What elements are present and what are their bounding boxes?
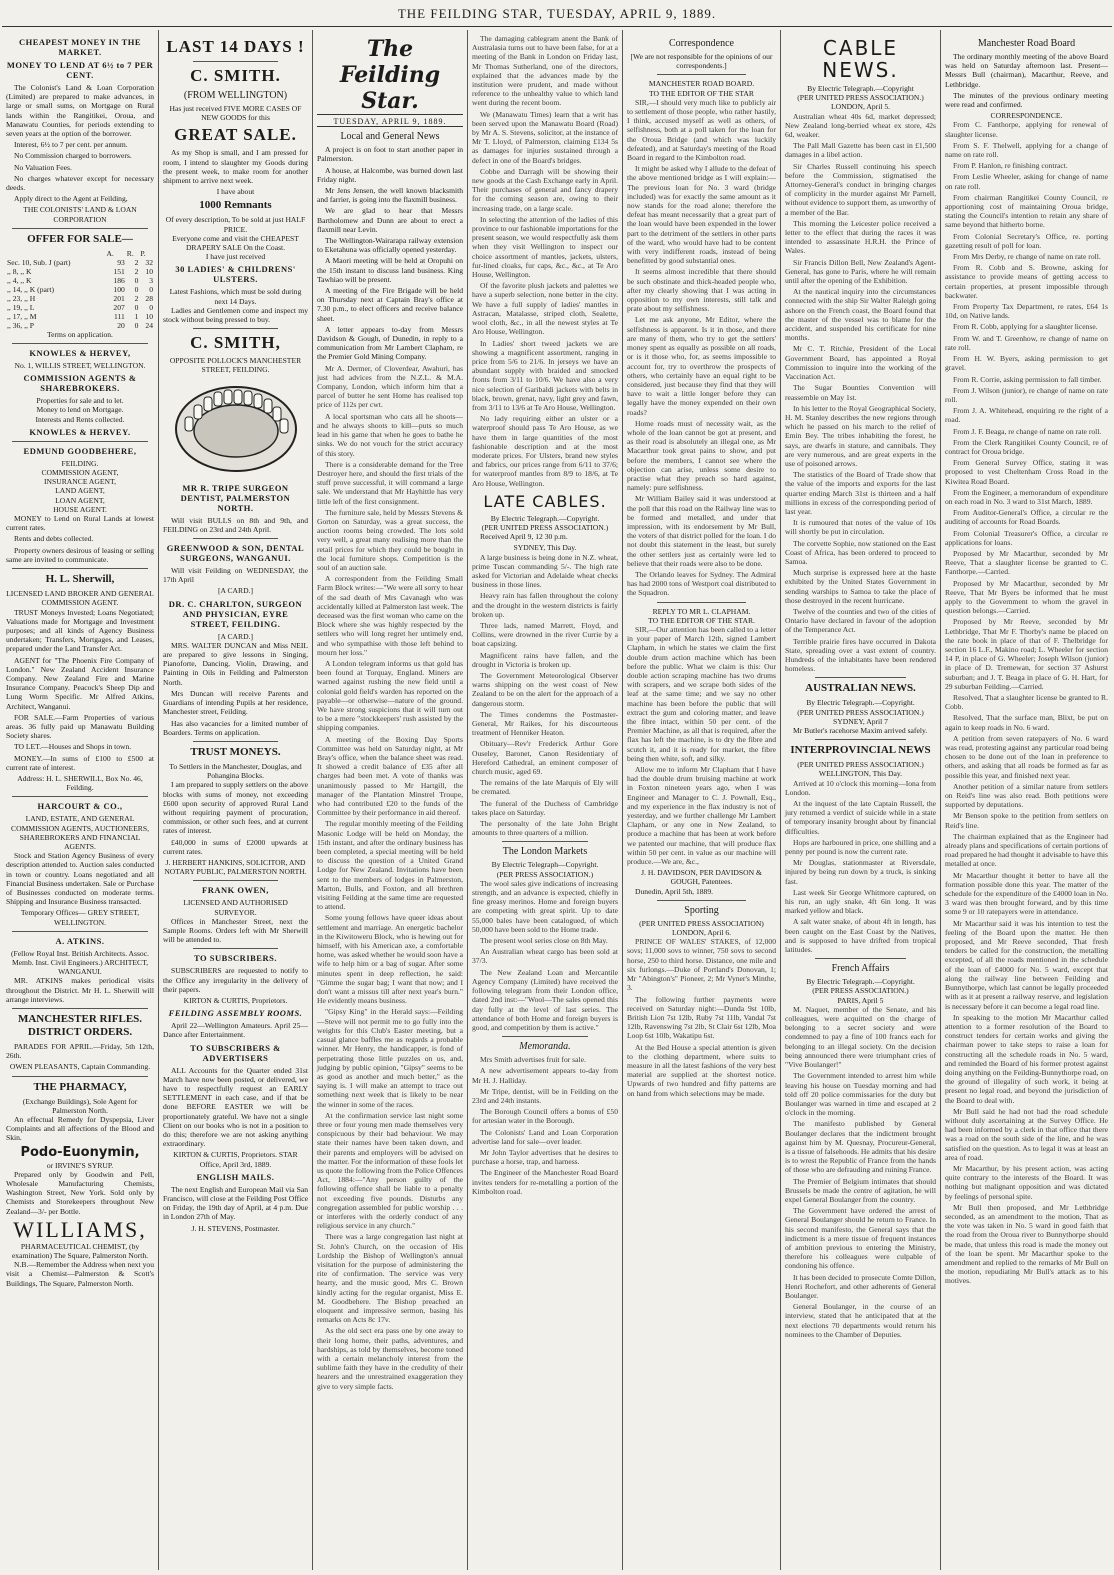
late-cables-received: Received April 9, 12 30 p.m. — [480, 532, 568, 542]
news-item: Mr Jens Jensen, the well known blacksmith and farrier, is going into the flaxmill business. — [317, 186, 463, 205]
harcourt-text: Stock and Station Agency Business of every description attended to. Auction sales conducted in town or country. Loans negotiated and all Financial Business undertaken. Sale or Purchase of Businesses conducted on moderate terms. Shipping and Insurance Business transacted. — [6, 851, 154, 907]
podo-sub: or IRVINE'S SYRUP. — [46, 1160, 114, 1170]
mails-heading: ENGLISH MAILS. — [196, 1171, 275, 1182]
goodbehere-text: Property owners desirous of leasing or selling same are invited to communicate. — [6, 545, 154, 564]
news-item: A meeting of the Fire Brigade will be held on Thursday next at Captain Bray's office at 7.30 p.m., to elect officers and receive balance sheet. — [317, 286, 463, 323]
williams-heading: WILLIAMS, — [13, 1216, 147, 1242]
page-masthead: THE FEILDING STAR, TUESDAY, APRIL 9, 1889. — [397, 6, 717, 21]
australian-news-assoc: (PER UNITED PRESS ASSOCIATION.) — [797, 707, 924, 717]
news-item: A house, at Halcombe, was burned down last Friday night. — [317, 165, 463, 184]
sporting-heading: Sporting — [684, 904, 719, 916]
divider — [193, 61, 278, 62]
masthead-rule — [2, 26, 1112, 27]
mails-sign: J. H. STEVENS, Postmaster. — [191, 1223, 280, 1233]
divider — [193, 880, 278, 881]
smith-sub: (FROM WELLINGTON) — [183, 90, 288, 101]
cable-news-text: Australian wheat 40s 6d, market depressed; New Zealand long-berried wheat ex store, 42s 6d, weaker. The Pall Mall Gazette has been cast in £1,500 damages in a libel action. Sir Charles Russell continuing his speech before the Commission, stigmatised the Attorney-General's conduct in bringing charges of complicity in the murder against Mr Parnell, without evidence to support them, as unworthy of a member of the Bar. This morning the Leicester police received a letter to the effect that during the races it was intended to assassinate H.R.H. the Prince of Wales. Sir Francis Dillon Bell, New Zealand's Agent-General, has gone to Paris, where he will remain until after the opening of the Exhibition. At the nautical inquiry into the circumstances connected with the ship Sir Walter Raleigh going ashore on the French coast, the Board found that the master of the vessel was to blame for the accident, and suspended his certificate for nine months. Mr C. T. Ritchie, President of the Local Government Board, has appointed a Royal Commission to inquire into the working of the Vaccination Act. The Sugar Bounties Convention will reassemble on May 1st. In his letter to the Royal Geographical Society, H. M. Stanley describes the new regions through which he passed on his march to the relief of Emin Bey. The tribes inhabiting the forest, he says, are dwarfs in stature, and cannibals. They are very numerous, and are great experts in the use of poisoned arrows. The statistics of the Board of Trade show that the value of the imports and exports for the last quarter ending March 31st is thirteen and a half millions in excess of the corresponding period of last year. It is rumoured that notes of the value of 10s will shortly be put in circulation. The corvette Sophie, now stationed on the East Coast of Africa, has been ordered to proceed to Samoa. Much surprise is expressed here at the haste exhibited by the United States Government in sending warships to Samoa to take the place of those destroyed in the recent hurricane. Twelve of the counties and two of the cities of Ontario have declared in favour of the adoption of the Temperance Act. Terrible prairie fires have occurred in Dakota State, spreading over a vast extent of country. Hundreds of the inhabitants have been rendered homeless. — [785, 111, 937, 674]
french-affairs-text: M. Naquet, member of the Senate, and his colleagues, were acquitted on the charge of belonging to a secret society and were condemned to pay a fine of 100 francs each for belonging to an illegal society. On the decision being announced there were triumphant cries of "Vive Boulanger!" The Government intended to arrest him while leaving his house on Tuesday morning and had told off 20 police commissaries for the duty but Boulanger was warned in time and escaped at 2 o'clock in the morning. The manifesto published by General Boulanger declares that the indictment brought against him by M. Quesnay, Procureur-General, is a tissue of falsehoods. He admits that his desire is to wrest the Republic of France from the hands of those who are defrauding and ruining France. The Premier of Belgium intimates that should Brussels be made the centre of agitation, he will expel General Boulanger from the country. The Government have ordered the arrest of General Boulanger should he return to France. In his second manifesto, the General says that the indictment is a mere tissue of frequent instances of ambition previous to entering the Ministry, therefore his colleagues were culpable of condoning his offence. It has been decided to prosecute Comte Dillon, Henri Rochefort, and other adherents of General Boulanger. General Boulanger, in the course of an interview, stated that he anticipated that at the next elections 70 departments would return his nominees to the Chamber of Deputies. — [785, 1004, 937, 1339]
cable-news-heading: CABLE NEWS. — [822, 36, 899, 82]
owen-heading: FRANK OWEN, — [202, 885, 269, 896]
knowles-line: Money to lend on Mortgage. — [36, 405, 124, 415]
smith2-sub: OPPOSITE POLLOCK'S MANCHESTER STREET, FEILDING. — [169, 356, 302, 375]
land-table-cell: Sec. 10, Sub. J (part) — [7, 257, 71, 267]
land-table-cell: 32 — [145, 257, 153, 267]
australian-news-heading: AUSTRALIAN NEWS. — [805, 682, 916, 695]
offer-heading: OFFER FOR SALE— — [27, 232, 133, 245]
divider — [657, 900, 746, 901]
land-table-cell: ,, 4, ,, K — [7, 275, 32, 285]
land-table-cell: ,, 8, ,, K — [7, 266, 32, 276]
divider — [815, 677, 906, 678]
land-table-row — [6, 285, 154, 294]
duncan-text: MRS. WALTER DUNCAN and Miss NEIL are prepared to give lessons in Singing, Pianoforte, Dancing, Violin, Drawing, and Painting in Oils in Feilding and Palmerston North. — [163, 640, 308, 687]
harcourt-offices: Temporary Offices— GREY STREET, WELLINGTON. — [20, 908, 140, 927]
last14-heading: LAST 14 DAYS ! — [166, 37, 305, 56]
memoranda-text: Mrs Smith advertises fruit for sale. A new advertisement appears to-day from Mr H. J. Halliday. Mr Tripe, dentist, will be in Feilding on the 23rd and 24th instants. The Borough Council offers a bonus of £50 for artesian water in the Borough. The Colonists' Land and Loan Corporation advertise land for sale—over leader. Mr John Taylor advertises that he desires to purchase a horse, trap, and harness. The Engineer of the Manchester Road Board invites tenders for re-metalling a portion of the Kimbolton road. — [472, 1055, 618, 1196]
land-table-cell: 201 — [113, 293, 125, 303]
smith-text: Ladies and Gentlemen come and inspect my stock without being pressed to buy. — [163, 305, 308, 325]
sherwill-text: MONEY.—In sums of £100 to £500 at current rate of interest. — [6, 753, 154, 772]
land-table-cell: 28 — [145, 293, 153, 303]
divider — [502, 1036, 588, 1037]
duncan-text: Has also vacancies for a limited number of Boarders. Terms on application. — [163, 718, 308, 737]
advertisers-text: ALL Accounts for the Quarter ended 31st March have now been posted, or delivered, we have to respectfully request an EARLY SETTLEMENT in each case, and if that be done BEFORE EASTER we will be proportionately grateful. We have not a single Client on our books who is not in a position to do this; therefore we are not asking anything extraordinary. — [163, 1065, 308, 1149]
smith-heading: C. SMITH. — [190, 66, 281, 85]
late-cables-assoc: (PER UNITED PRESS ASSOCIATION.) — [481, 522, 609, 532]
williams-sub: PHARMACEUTICAL CHEMIST, (by examination) The Square, Palmerston North. — [11, 1241, 149, 1261]
column-2 — [158, 30, 312, 1570]
london-markets-text: The wool sales give indications of increasing strength, and an advance is expected, chiefly in fine greasy merinos. Home and foreign buyers are competing with great spirit. Up to date 55,000 bales have been catalogued, of which 50,000 have been sold to the Home trade. The present wool series close on 8th May. An Australian wheat cargo has been sold at 37/3. The New Zealand Loan and Mercantile Agency Company (Limited) have received the following telegram from their London office, dated 2nd inst:—"Wool—The sales opened this day fully at the level of last series. The attendance of both Home and foreign buyers is good, and competition by them is active." — [472, 878, 618, 1032]
goodbehere-heading: EDMUND GOODBEHERE, — [23, 445, 137, 456]
smith-text: As my Shop is small, and I am pressed for room, I intend to slaughter my Goods during the present week, to make room for another shipment to arrive next week. — [163, 148, 308, 186]
atkins-heading: A. ATKINS. — [55, 935, 105, 946]
land-sections-table — [6, 249, 154, 330]
smith-text: Of every description, To be sold at just HALF PRICE. — [165, 215, 306, 234]
podo-heading: Podo-Euonymin, — [20, 1144, 140, 1160]
column-4 — [467, 30, 622, 1570]
land-table-cell: ,, 36, ,, P — [7, 320, 35, 330]
advertisers-heading: TO SUBSCRIBERS & ADVERTISERS — [190, 1042, 281, 1063]
divider — [193, 538, 278, 539]
goodbehere-role: LOAN AGENT, — [55, 495, 105, 505]
news-item: A Maori meeting will be held at Oropuhi on the 15th instant to discuss land business. King Tawhiao will be present. — [317, 256, 463, 284]
smith-text: Latest Fashions, which must be sold during next 14 Days. — [169, 287, 302, 306]
sherwill-text: AGENT for "The Phoenix Fire Company of London." New Zealand Accident Insurance Company. New Zealand Fire and Marine Insurance Company. Peacock's Sheep Dip and Lung Worm Specific. Mr Alfred Atkins, Architect, Wanganui. — [6, 655, 154, 711]
sherwill-text: TRUST Moneys Invested; Loans Negotiated; Valuations made for Mortgage and Investment purposes; and all kinds of Agency Business undertaken; Transfers, Mortgages, and Leases, prepared under the Land Transfer Act. — [6, 607, 154, 654]
land-table-cell: 0 — [134, 302, 139, 312]
land-table-cell: 0 — [134, 284, 139, 294]
divider — [815, 739, 906, 740]
interprovincial-assoc: (PER UNITED PRESS ASSOCIATION.) — [797, 760, 924, 770]
divider — [12, 796, 148, 797]
sherwill-text: FOR SALE.—Farm Properties of various areas. 36 fully paid up Manawatu Building Society shares. — [6, 712, 154, 741]
hankins-sign: J. HERBERT HANKINS, SOLICITOR, AND NOTARY PUBLIC, PALMERSTON NORTH. — [164, 857, 307, 877]
assembly-heading: FEILDING ASSEMBLY ROOMS. — [168, 1008, 303, 1019]
land-table-cell: 100 — [113, 284, 125, 294]
correspondence-subject: MANCHESTER ROAD BOARD. — [648, 79, 755, 89]
road-board-text: The ordinary monthly meeting of the above Board was held on Saturday afternoon last. Present—Messrs Bull (chairman), Macarthur, Reeve, and Lethbridge. — [945, 52, 1108, 89]
sherwill-address: Address: H. L. SHERWILL, Box No. 46, Feilding. — [17, 773, 143, 793]
owen-sub: LICENSED AND AUTHORISED SURVEYOR. — [183, 898, 288, 917]
goodbehere-place: FEILDING. — [61, 458, 99, 468]
news-item: We are glad to hear that Messrs Bartholomew and Dunn are about to erect a flaxmill near Levin. — [317, 206, 463, 234]
news-body-text: Mr A. Dermer, of Cloverdear, Awahuri, has just had advices from the N.Z.L. & M.A. Company, London, which inform him that a parcel of butter he sent Home has realised top price of 112s per cwt. A local sportsman who cats all he shoots—and he always shoots to kill—puts so much lead in his game that when he goes to bathe he sinks. We do not vouch for the strict accuracy of this story. There is a considerable demand for the Tree Destroyer here, and should the first trials of the stuff prove successful, it will command a large sale. We understand that Mr Hayhittle has very little left of the first consignment. The furniture sale, held by Messrs Stevens & Gorton on Saturday, was a great success, the auction rooms being crowded. The lots sold very well, a great many realising more than the retail prices for which they could be bought in the local furniture shops. Competition is the soul of an auction sale. A correspondent from the Feilding Small Farm Block writes:—"We were all sorry to hear of the sad death of Mrs Cavanagh who was accidentally killed at Palmerston last week. The deceased was the first woman who came on the Block where she was highly respected by the settlers who will long regret her untimely end, and who sympathise with those left behind to mourn her loss." A London telegram informs us that gold has been found at Torquay, England. Miners are warned against rushing the new field until a colonial gold field's warden has reported on the payable—or otherwise—nature of the ground. We have strong suspicions that it will turn out to be a mere "stockkeepers' rush assisted by the shipping companies. A meeting of the Boxing Day Sports Committee was held on Saturday night, at Mr Bray's office, when the balance sheet was read. It showed a credit balance of £35 after all charges had been met. A vote of thanks was unanimously passed to Mr Hartgill, the manager of the Plantation Minstrel Troupe, who had contributed £20 to the funds of the Committee by their performance in aid thereof. The regular monthly meeting of the Feilding Masonic Lodge will be held on Monday, the 15th instant, and after the ordinary business has been completed, a special meeting will be held to discuss the question of a United Grand Lodge for New Zealand. Invitations have been sent to the members of lodges in Palmerston, Marton, Bulls, and Foxton, and all brethren visiting Feilding at the same time are requested to attend. Some young fellows have queer ideas about settlement and marriage. An energetic bachelor in the Kiwitoweru Block, who is hewing out for himself, with his American axe, a comfortable home, was asked whether he would soon have a wife to help him or a bag of sugar. After some minutes spent in deep reflection, he said: "Gimme the sugar bag; I want that now; and I don't want a missus till after next year's burn." He evidently means business. "Gipsy King" in the Herald says:—Feilding—Steve will not permit me to go fully into the weights for this Club's Easter meeting, but a casual glance baffles me as regards a probable winner. Mr Henry, the handicapper, is fond of perpetrating those little puzzles on us, and, judging by public opinion, "Gipsy" seems to be as good as another and much better," as the saying is. I will make an attempt to trace out something next week that is likely to be near the winner in some of the races. At the confirmation service last night some three or four young men made themselves very conspicuous by their bad behaviour. We may state their names have been taken down, and their parents and employers will be advised on the matter. For the information of these fools let us quote the following from the Police Offences Act, 1884:—"Any person guilty of the following offence shall be liable to a penalty not exceeding five pounds. Disturbs any congregation assembled for public worship . . . or interferes with the orderly conduct of any religious service in any church." There was a large congregation last night at St. John's Church, on the occasion of His Lordship the Bishop of Wellington's annual visitation for the purpose of administering the rite of confirmation. The service was very hearty, and the music good, Mrs C. Brown kindly acting for the regular organist, Miss E. M. Goodbehere. The Bishop preached an eloquent and impressive sermon, basing his remarks on Acts 8c 17v. As the old sect era pass one by one away to their long home, their paths, adventures, and hardships, as told by themselves, become toned with a certain melancholy interest from the sublime faith they have in the credulity of their hearers and the unrestrained exaggeration they give to very simple facts. — [317, 363, 464, 1391]
land-table-cell: 2 — [134, 257, 139, 267]
colonists-apply: Apply direct to the Agent at Feilding, — [14, 194, 128, 204]
land-table-cell: 3 — [149, 275, 153, 285]
williams-text: N.B.—Remember the Address when next you visit a Chemist—Palmerston & Scott's Buildings, The Square, Palmerston North. — [6, 1260, 154, 1288]
header-cell: R. — [126, 248, 134, 258]
australian-news-text: Mr Butler's racehorse Maxim arrived safely. — [793, 726, 928, 735]
goodbehere-role: HOUSE AGENT. — [53, 504, 107, 514]
colonists-sign: THE COLONISTS' LAND & LOAN CORPORATION — [23, 205, 137, 224]
sherwill-heading: H. L. Sherwill, — [45, 573, 115, 586]
rifles-sign: OWEN PLEASANTS, Captain Commanding. — [9, 1062, 151, 1072]
trust-text: £40,000 in sums of £2000 upwards at current rates. — [163, 837, 308, 856]
column-6 — [780, 30, 940, 1570]
subscribers-sign: KIRTON & CURTIS, Proprietors. — [183, 995, 288, 1005]
french-affairs-location: PARIS, April 5 — [837, 995, 884, 1005]
memoranda-heading: Memoranda. — [519, 1041, 571, 1053]
cable-news-location: LONDON, April 5. — [830, 102, 891, 112]
greenwood-heading: GREENWOOD & SON, DENTAL SURGEONS, WANGANUI. — [166, 543, 305, 564]
interprovincial-text: Arrived at 10 o'clock this morning—Iona from London. At the inquest of the late Captain Russell, the jury returned a verdict of suicide while in a state of temporary insanity brought about by financial difficulties. Hops are harboured in price, one shilling and a penny per pound is now the current rate. Mr Douglas, stationmaster at Riversdale, injured by being run down by a truck, is sinking fast. Last week Sir George Whitmore captured, on his run, an ugly snake, 4ft 6in long. It was marked yellow and black. A salt water snake, of about 4ft in length, has been caught on the East Coast by the Natives, and is supposed to have drifted from tropical latitudes. — [785, 778, 936, 955]
correspondence-text: SIR,—I should very much like to publicly air to settlement of those people, who rather hastily, I think, accused myself as well as others, of selfishness, both at a poll taken for the loan for the Oroua Bridge (and which was luckily defeated), and at Saturday's meeting of the Road Board in regard to the Kimbolton road. It might be asked why I allude to the defeat of the above mentioned bridge as I will explain:—The previous loan for No. 3 ward (bridge included) was for exactly the same amount as it now stands for the road alone; therefore the defeat has meant necessarily that a great part of the loan would have been expended in the lower part to the detriment of the settlers in other parts of the ward, who would have had to be content with very indifferent roads, instead of being benefitted by good substantial ones. It seems almost incredible that there should be such obstinate and thick-headed people who, after my clearly showing that I was acting in opposition to my own interests, still talk and prate about my selfishness. Let me ask anyone, Mr Editor, where the selfishness is apparent. Is it in those, and there are many of them, who try to get the settlers' money spent as equally as possible on all roads, or is it those who, for, as seems impossible to account for, try to overthrow the prospects of others, who certainly have an equal right to be considered, just because they find that they will have to wait a little longer before they can legally have the money expended on their own roads? Home roads must of necessity wait, as the whole of the loan cannot be got at present, and as their road is absolutely an illegal one, as Mr Macarthur took great pains to show, and put before the members, I cannot see where the objection can arise, unless some desire to practise what they preach so hard against, namely: pure selfishness. Mr William Bailey said it was understood at the poll that this road on the Railway line was to be formed and metalled, and under that impression, with its endorsement by Mr Bull, the voters of that district polled for the loan. I do not doubt this statement in the least, but surely the other settlers just as certainly were led to believe that their roads were also to be done. The Orlando leaves for Sydney. The Admiral has had 2000 tons of Westport coal distributed to the Squadron. — [627, 97, 776, 598]
mails-text: The next English and European Mail via San Francisco, will close at the Feilding Post Office on Friday, the 19th day of April, at 4 p.m. Due in London 27th of May. — [163, 1184, 308, 1222]
land-table-cell: 20 — [117, 320, 125, 330]
london-markets-assoc: (PER PRESS ASSOCIATION.) — [496, 869, 594, 879]
divider — [12, 228, 148, 229]
sporting-text: PRINCE OF WALES' STAKES, of 12,000 sovs; 11,000 sovs to winner, 750 sovs to second horse, 250 to third horse. Distance, one mile and six furlongs.—Duke of Portland's Donovan, 1; Mr "Abington's" Pioneer, 2; Mr Vyner's Minthe, 3. The following further payments were received on Saturday night:—Dunda 9st 10lb, British Lion 7st 12lb, Ruby 7st 11lb, Vandal 7st 12lb, Ravenswing 7st 2lb, St Clair 6st 12lb, Moa Loop 6st 10lb, Wakatipu 6st. At the Bed House a special attention is given to the clothing department, where suits to measure in all the latest fashions of the very best material are supplied at the shortest notice. Upwards of two hundred and fifty patterns are on hand from which selections may be made. — [627, 937, 776, 1098]
goodbehere-role: COMMISSION AGENT, — [41, 468, 119, 478]
subscribers-text: SUBSCRIBERS are requested to notify to the Office any irregularity in the delivery of their papers. — [163, 966, 308, 994]
land-table-cell: 2 — [134, 266, 139, 276]
road-board-correspondence: CORRESPONDENCE. — [990, 111, 1063, 121]
reply-heading: REPLY TO MR L. CLAPHAM. — [652, 606, 751, 616]
pharmacy-heading: THE PHARMACY, — [33, 1080, 127, 1093]
interprovincial-heading: INTERPROVINCIAL NEWS — [790, 744, 931, 757]
harcourt-sub: LAND, ESTATE, AND GENERAL COMMISSION AGENTS, AUCTIONEERS, SHAREBROKERS AND FINANCIAL AGENTS. — [11, 814, 149, 851]
colonists-charges: No charges whatever except for necessary deeds. — [6, 173, 154, 193]
goodbehere-text: MONEY to Lend on Rural Lands at lowest current rates. — [6, 514, 154, 533]
reply-sign: J. H. DAVIDSON, PER DAVIDSON & GOUGH, Patentees. — [641, 868, 762, 887]
owen-text: Offices in Manchester Street, next the Sample Rooms. Orders left with Mr Sherwill will be attended to. — [163, 916, 308, 945]
land-table-cell: ,, 23, ,, H — [7, 293, 36, 303]
smith-text: Has just received FIVE MORE CASES OF NEW GOODS for this — [169, 104, 302, 123]
paper-title: The Feilding Star. — [317, 36, 463, 115]
podo-text: Prepared only by Goodwin and Pell, Wholesale Manufacturing Chemists, Washington Street, New York. Sold only by Chemists and Storekeepers throughout New Zealand—3/- per Bottle. — [6, 1169, 154, 1216]
late-cables-heading: LATE CABLES. — [483, 491, 607, 511]
colonists-fees: No Valuation Fees. — [14, 162, 72, 172]
smith-text: Everyone come and visit the CHEAPEST DRAPERY SALE On the Coast. — [172, 233, 299, 253]
ulsters-heading: 30 LADIES' & CHILDRENS' ULSTERS. — [175, 264, 296, 285]
header-cell — [6, 249, 105, 258]
header-cell: A. — [106, 248, 114, 258]
atkins-text: MR. ATKINS makes periodical visits throughout the District. Mr H. L. Sherwill will arrange interviews. — [6, 976, 154, 1004]
land-table-row — [6, 267, 154, 276]
road-board-heading: Manchester Road Board — [977, 38, 1076, 49]
late-cables-byline: By Electric Telegraph.—Copyright. — [490, 513, 600, 523]
land-table-row — [6, 276, 154, 285]
cable-news-byline: By Electric Telegraph.—Copyright — [807, 84, 914, 93]
land-table-row — [6, 303, 154, 312]
land-table-cell: 207 — [113, 302, 125, 312]
divider — [12, 931, 148, 932]
knowles-footer: KNOWLES & HERVEY. — [29, 426, 131, 437]
land-table-header — [6, 249, 154, 258]
sherwill-text: TO LET.—Houses and Shops in town. — [14, 742, 132, 752]
land-table-cell: 93 — [117, 257, 125, 267]
correspondence-to: TO THE EDITOR OF THE STAR — [649, 88, 754, 98]
column-1 — [2, 30, 158, 1570]
divider — [193, 328, 278, 329]
land-table-row — [6, 312, 154, 321]
rifles-text: PARADES FOR APRIL.—Friday, 5th 12th, 26th. — [6, 1042, 154, 1061]
land-table-cell: 24 — [145, 320, 153, 330]
smith-text: I have just received — [205, 252, 266, 262]
land-table-cell: ,, 17, ,, M — [7, 311, 37, 321]
australian-news-byline: By Electric Telegraph.—Copyright. — [806, 698, 915, 708]
french-affairs-assoc: (PER PRESS ASSOCIATION.) — [812, 986, 909, 996]
land-table-cell: 10 — [145, 311, 153, 321]
divider — [12, 1076, 148, 1077]
subscribers-heading: TO SUBSCRIBERS. — [194, 953, 277, 964]
divider — [657, 74, 746, 75]
goodbehere-role: INSURANCE AGENT, — [44, 477, 116, 487]
atkins-sub: (Fellow Royal Inst. British Architects. Assoc. Memb. Inst. Civil Engineers.) ARCHITECT, WANGANUI. — [11, 948, 149, 977]
london-markets-heading: The London Markets — [502, 846, 588, 858]
divider — [193, 948, 278, 949]
news-item: The Wellington-Wairarapa railway extension to Eketahuna was officially opened yesterday. — [317, 236, 463, 255]
colonists-commission: No Commission charged to borrowers. — [14, 151, 132, 161]
duncan-text: Mrs Duncan will receive Parents and Guardians of intending Pupils at her residence, Manchester street, Feilding. — [163, 688, 308, 717]
news-item: A project is on foot to start another paper in Palmerston. — [317, 145, 463, 164]
road-board-minutes: From C. Fanthorpe, applying for renewal of slaughter license. From S. F. Thelwell, applying for a change of name on rate roll. From P. Hanlon, re finishing contract. From Leslie Wheeler, asking for change of name on rate roll. From chairman Rangitikei County Council, re apportioning cost of maintaining Oroua bridge, stating the Council's intention to retain any share of same beyond that hitherto borne. From Colonial Secretary's Office, re. porting gazetting result of poll for loan. From Mrs Derby, re change of name on rate roll. From R. Cobb and S. Browne, asking for assistance to provide means of getting access to certain properties, at present impossible through backwater. From Property Tax Department, re rates, £64 1s 10d, on Native lands. From R. Cobb, applying for a slaughter license. From W. and T. Greenhow, re change of name on rate roll. From H. W. Byers, asking permission to get gravel. From R. Corrie, asking permission to fall timber. From J. Wilson (junior), re change of name on rate roll. From J. A. Whitehead, enquiring re the right of a road. From J. F. Beaga, re change of name on rate roll. From the Clerk Rangitikei County Council, re of contract for Oroua bridge. From General Survey Office, stating it was proposed to vest Cheltenham Cross Road in the Kiwitea Road Board. From the Engineer, a memorandum of expenditure on each road in No. 3 ward to 31st March, 1889. From Auditor-General's Office, a circular re the auditing of accounts for Road Boards. From Colonial Treasurer's Office, a circular re applications for loans. Proposed by Mr Macarthur, seconded by Mr Reeve, That a slaughter license be granted to C. Fanthorpe.—Carried. Proposed by Mr Macarthur, seconded by Mr Reeve, That Mr Byers be informed that he must apply to the Government to whom the gravel in question belongs.—Carried. Proposed by Mr Reeve, seconded by Mr Lethbridge, That Mr F. Thorby's name be placed on the rate book in place of that of F. Thelbridge for section 16 L.F., Makino road; L. Wheeler for section 14 P, in place of G. Wheeler; Joseph Wilson (junior) in place of D. Tremewan, for section 37 Ashurst suburban; and J. T. Beaga in place of G. H. Hart, for 29 suburban Feilding.—Carried. Resolved, That a slaughter license be granted to R. Cobb. Resolved, That the surface man, Blixt, be put on again to keep roads in No. 6 ward. A petition from seven ratepayers of No. 6 ward was read, protesting against any particular road being chosen to be done out of the loan in preference to others, and asking that all roads be formed as far as possible this year, and finished next year. Another petition of a similar nature from settlers on Reid's line was also read. Both petitions were supported by deputations. Mr Benson spoke to the petition from settlers on Reid's line. The chairman explained that as the Engineer had already plans and specifications of certain portions of road prepared he had thought it advisable to have this metalled at once. Mr Macarthur thought it better to have all the formation possible done this year. The matter of the schedule for the expenditure of the £4000 loan in No. 3 ward was then brought forward, and by this time some 9 or 10 ratepayers were in attendance. Mr Macarthur said it was his intention to test the feeling of the Board upon the matter. He then proposed, and Mr Reeve seconded, That fresh tenders be called for the construction, the metalling excepted, of all the roads mentioned in the schedule of the loan of £4000 for No. 5 ward, except that along the railway line between Feilding and Bunnythorpe, which last cannot be legally proceeded with as it at present a railway reserve, and legislation is necessary before it can become a legal road line. In speaking to the motion Mr Macarthur called attention to a former resolution of the Board to construct tenders for certain works and giving the chairman power to take steps to raise a loan for constructing all the schedule roads in No. 5 ward, and reminded the Board of his former protest against doing anything on the Feilding-Bunnythorpe road, on the ground of illegality of such work, it being at present no legal road, and beyond the jurisdiction of the Board to deal with. Mr Bull said he had not had the road schedule without duly ascertaining at the Survey Office. He had been informed by a clerk in that office that there was a road on the south side of the line, and he was satisfied on the question. As to legal it was at least an area of road. Mr Macarthur, by his present action, was acting quite contrary to the interests of the Board. It was nothing but malignant opposition and was dictated by feelings of personal spite. Mr Bull then proposed, and Mr Lethbridge seconded, as an amendment to the motion, That as the vote was taken in No. 5 ward in good faith that the road from the Oroua river to Bunnythorpe should be made, that unless this road is made the money out of the loan be spent. Mr Macarthur spoke to the amendment and replied to the remarks of Mr Bull on the motion, repudiating Mr Bull's attack as to his motives. — [945, 120, 1108, 1286]
trust-text: To Settlers in the Manchester, Douglas, and Pohangina Blocks. — [169, 761, 302, 781]
land-table-cell: 0 — [149, 284, 153, 294]
divider — [657, 602, 746, 603]
divider — [12, 343, 148, 344]
column-3 — [312, 30, 467, 1570]
correspondence-note: [We are not responsible for the opinions of our correspondents.] — [630, 52, 773, 71]
cable-news-assoc: (PER UNITED PRESS ASSOCIATION.) — [797, 93, 924, 103]
tripe-heading: MR R. TRIPE SURGEON DENTIST, PALMERSTON NORTH. — [180, 482, 291, 513]
land-table-cell: 0 — [134, 275, 139, 285]
divider — [12, 1008, 148, 1009]
land-table-cell: ,, 14, ,, K (part) — [7, 284, 55, 294]
colonists-rate: MONEY TO LEND AT 6½ to 7 PER CENT. — [6, 60, 154, 80]
correspondence-heading: Correspondence — [669, 38, 734, 49]
french-affairs-heading: French Affairs — [831, 963, 890, 975]
land-table-cell: 10 — [145, 266, 153, 276]
land-table-cell: 0 — [149, 302, 153, 312]
remnants-heading: 1000 Remnants — [199, 199, 272, 212]
australian-news-location: SYDNEY, April 7 — [833, 716, 888, 726]
knowles-heading: KNOWLES & HERVEY, — [29, 348, 131, 359]
local-news-heading: Local and General News — [340, 131, 440, 143]
harcourt-heading: HARCOURT & CO., — [37, 801, 123, 812]
land-table-cell: 0 — [134, 320, 139, 330]
land-table-cell: ,, 19, ,, L — [7, 302, 35, 312]
header-cell: P. — [140, 248, 146, 258]
charlton-heading: DR. C. CHARLTON, SURGEON AND PHYSICIAN, EYRE STREET, FEILDING. — [168, 598, 303, 629]
smith2-heading: C. SMITH, — [190, 333, 281, 353]
knowles-line: Properties for sale and to let. — [36, 396, 124, 406]
land-table-cell: 111 — [113, 311, 125, 321]
sherwill-sub: LICENSED LAND BROKER AND GENERAL COMMISSION AGENT. — [6, 589, 154, 608]
colonists-text: The Colonist's Land & Loan Corporation (Limited) are prepared to make advances, in large or small sums, on Mortgage on Rural lands within the Rangitikei, Oroua, and Manawatu Counties, for periods extending to seven years at the option of the borrower. — [6, 83, 154, 139]
news-body-text: The damaging cablegram anent the Bank of Australasia turns out to have been false, for at a meeting of the Bank in London on Friday last, Mr Thomas Sutherland, one of the directors, explained that the advances made by the institution were prudent, and made without reference to the unhealthy value to which land went during the recent boom. We (Manawatu Times) learn that a writ has been served upon the Manawatu Board (Road) by Mr A. S. Stevens, solicitor, at the instance of Mr T. Lloyd, of Palmerston, claiming £134 5s as damages for injuries sustained through a defect in one of the Board's bridges. Cobbe and Darragh will be showing their new goods at the Cash Exchange early in April. Their purchases of general and fancy drapery for the coming season are, owing to their increasing trade, on a large scale. In selecting the attention of the ladies of this province to our fashionable importations for the present season, we would respectfully ask them when they visit Wellington to inspect our choice assortment of mantles, jackets, ulsters, fur-lined cloaks, fur caps, &c., &c., at Te Aro House, Wellington. Of the favorite plush jackets and palettes we have a superb selection, none better in the city. We have a full supply of ladies' mantles in Astracan, Matalasse, striped cloth, Sealette, wool cloth, &c., in all the newest styles at Te Aro House, Wellington. In Ladies' short tweed jackets we are showing a magnificent assortment, ranging in price from 5/6 to 21/6. In jerseys we have an abundant supply with braided and smocked fronts from 3/11 to 10/6. We have also a very nice selection of Garibaldi jackets with belts in black, brown, grenat, navy, light grey and fawn, from 3/11 to 13/6 at Te Aro House, Wellington. No lady requiring either an ulster or a waterproof should pass Te Aro House, as we have them in large quantities of the most fashionable description and at the most moderate prices. For Ulsters, brand new styles and fabrics, our prices range from 6/11 to 37/6; for waterproof mantles from 8/9 to 18/6, at Te Aro House, Wellington. — [472, 34, 618, 488]
land-table-row — [6, 294, 154, 303]
land-table-cell: 151 — [113, 266, 125, 276]
road-board-text: The minutes of the previous ordinary meeting were read and confirmed. — [945, 90, 1108, 110]
divider — [193, 741, 278, 742]
divider — [12, 568, 148, 569]
sporting-location: LONDON, April 6. — [671, 928, 732, 938]
goodbehere-text: Rents and debts collected. — [14, 534, 94, 544]
divider — [502, 841, 588, 842]
paper-dateline: TUESDAY, APRIL 9, 1889. — [317, 117, 463, 127]
knowles-line: Interests and Rents collected. — [35, 414, 125, 424]
knowles-commission: COMMISSION AGENTS & SHAREBROKERS. — [23, 373, 137, 394]
tripe-text: Will visit BULLS on 8th and 9th, and FEILDING on 23rd and 24th April. — [163, 515, 308, 534]
sporting-assoc: (PER UNITED PRESS ASSOCIATION) — [639, 918, 764, 928]
reply-to-editor: TO THE EDITOR OF THE STAR. — [648, 615, 755, 625]
divider — [12, 441, 148, 442]
greenwood-text: Will visit Feilding on WEDNESDAY, the 17th April — [163, 566, 308, 585]
trust-text: I am prepared to supply settlers on the above blocks with sums of money, not exceeding £600 upon security of approved Rural Land without requiring payment of procuration, commission, or other such fees, and at current rates of interest. — [163, 780, 308, 836]
knowles-address: No. 1, WILLIS STREET, WELLINGTON. — [14, 361, 146, 371]
goodbehere-role: LAND AGENT, — [55, 486, 105, 496]
assembly-text: April 22—Wellington Amateurs. April 25—Dance after Entertainment. — [163, 1021, 308, 1040]
land-table-cell: 2 — [134, 293, 139, 303]
advertisers-sign: KIRTON & CURTIS, Proprietors. STAR Office, April 3rd, 1889. — [173, 1150, 298, 1169]
late-cables-location: SYDNEY, This Day. — [513, 543, 577, 553]
pharmacy-sub: (Exchange Buildings), Sole Agent for Palmerston North. — [22, 1096, 138, 1115]
card-label: [A CARD.] — [217, 631, 254, 641]
news-item: A letter appears to-day from Messrs Davidson & Gough, of Dunedin, in reply to a communication from Mr Lambert Clapham, re the Premier Gold Mining Company. — [317, 324, 463, 362]
reply-date: Dunedin, April 5th, 1889. — [635, 886, 714, 896]
pharmacy-text: An effectual Remedy for Dyspepsia, Liver Complaints and all affections of the Blood and Skin. — [6, 1115, 154, 1143]
land-table-row — [6, 321, 154, 330]
great-sale-heading: GREAT SALE. — [174, 125, 297, 145]
card-label: [A CARD.] — [217, 586, 254, 596]
colonists-heading: CHEAPEST MONEY IN THE MARKET. — [18, 37, 142, 57]
interprovincial-location: WELLINGTON, This Day. — [818, 769, 903, 779]
smith-text: I have about — [216, 187, 255, 197]
offer-terms: Terms on application. — [47, 329, 113, 339]
french-affairs-byline: By Electric Telegraph.—Copyright. — [806, 977, 915, 987]
colonists-interest: Interest, 6½ to 7 per cent. per annum. — [14, 140, 128, 150]
dentures-illustration — [167, 379, 305, 479]
column-5 — [622, 30, 780, 1570]
trust-heading: TRUST MONEYS. — [190, 745, 281, 758]
late-cables-text: A large business is being done in N.Z. wheat, prime Tuscan commanding 5/-. The high rate asked for Victorian and Adelaide wheat checks business in those lines. Heavy rain has fallen throughout the colony and the drought in the western districts is fairly broken up. Three lads, named Marrett, Floyd, and Collins, were drowned in the river Currie by a boat capsizing. Magnificent rains have fallen, and the drought in Victoria is broken up. The Government Meteorological Observer warns shipping on the west coast of New Zealand to be on the alert for the approach of a dangerous storm. The Times condemns the Postmaster-General, Mr Raikes, for his discourteous treatment of Henniker Heaton. Obituary—Rev'r Frederick Arthur Gore Ouseley, Baronet, Canon Residentiary of Hereford Cathedral, an eminent composer of church music, aged 69. The remains of the late Marquis of Ely will be cremated. The funeral of the Duchess of Cambridge takes place on Saturday. The personalty of the late John Bright amounts to three quarters of a million. — [472, 552, 618, 838]
divider — [815, 958, 906, 959]
land-table-cell: 1 — [134, 311, 139, 321]
land-table-row — [6, 258, 154, 267]
land-table-cell: 186 — [113, 275, 125, 285]
london-markets-byline: By Electric Telegraph—Copyright. — [491, 860, 599, 870]
rifles-heading: MANCHESTER RIFLES. DISTRICT ORDERS. — [17, 1013, 143, 1039]
column-7 — [940, 30, 1112, 1570]
reply-text: SIR,—Our attention has been called to a letter in your paper of March 12th, signed Lambert Clapham, in which he states we claim the first double drum action machine which has been before the public. What we claim is this: Our double action scraping machine has two drums with scrapers, and we scrape both sides of the leaf at the same time; and we say no other machine has been before the public that will extract the gum and coloring matter, and leave the fibre intact, within 50 per cent. of the Premier Machine, as all that is required, after the flax has left the machine, is to dry the fibre and scutch it, and it is ready for market, the fibre being then white, soft, and silky. Allow me to inform Mr Clapham that I have had the double drum bruising machine at work in Foxton nineteen years ago, when I was Engineer and Manager to C. J. Pownall, Esq., and my experience in the flax industry is not of yesterday, and we further challenge Mr Lambert Clapham, or any one in New Zealand, to produce a machine that has been at work before we patented our machine, that will produce flax within 50 per cent. in value as our machine will produce.—We are, &c., — [627, 624, 776, 867]
